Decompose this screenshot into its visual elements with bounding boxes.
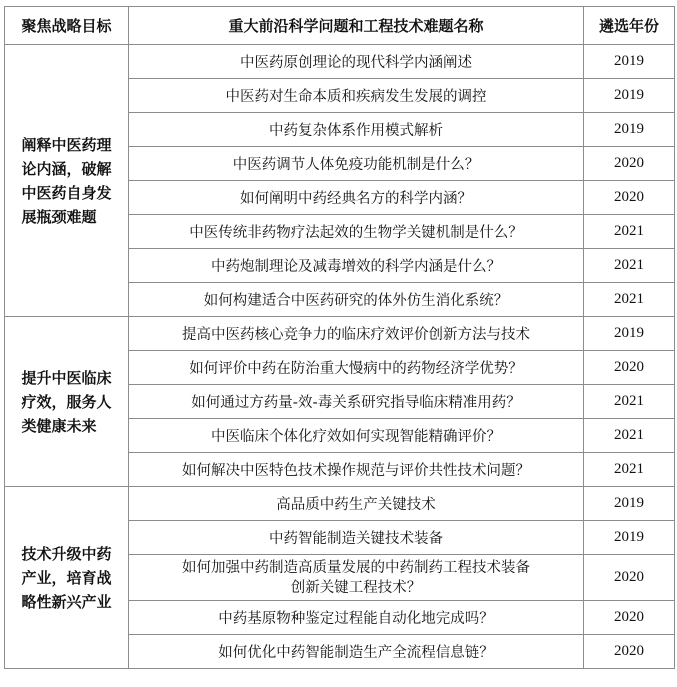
question-cell: 中药复杂体系作用模式解析 xyxy=(129,113,584,147)
year-cell: 2021 xyxy=(584,249,675,283)
question-cell: 提高中医药核心竞争力的临床疗效评价创新方法与技术 xyxy=(129,317,584,351)
year-cell: 2021 xyxy=(584,385,675,419)
goal-text: 阐释中医药理 论内涵，破解 中医药自身发 展瓶颈难题 xyxy=(21,135,112,226)
question-cell: 中药智能制造关键技术装备 xyxy=(129,521,584,555)
question-cell: 中药基原物种鉴定过程能自动化地完成吗？ xyxy=(129,601,584,635)
year-cell: 2021 xyxy=(584,419,675,453)
question-cell: 如何阐明中药经典名方的科学内涵？ xyxy=(129,181,584,215)
year-cell: 2020 xyxy=(584,351,675,385)
header-goal: 聚焦战略目标 xyxy=(5,7,129,45)
header-year: 遴选年份 xyxy=(584,7,675,45)
year-cell: 2020 xyxy=(584,601,675,635)
question-cell: 中医药原创理论的现代科学内涵阐述 xyxy=(129,45,584,79)
year-cell: 2020 xyxy=(584,555,675,601)
question-cell: 中医药调节人体免疫功能机制是什么？ xyxy=(129,147,584,181)
year-cell: 2019 xyxy=(584,45,675,79)
question-cell: 如何优化中药智能制造生产全流程信息链？ xyxy=(129,635,584,669)
question-cell: 如何评价中药在防治重大慢病中的药物经济学优势？ xyxy=(129,351,584,385)
year-cell: 2019 xyxy=(584,521,675,555)
year-cell: 2019 xyxy=(584,487,675,521)
table-row xyxy=(5,487,675,521)
question-cell: 中医传统非药物疗法起效的生物学关键机制是什么？ xyxy=(129,215,584,249)
question-cell: 如何构建适合中医药研究的体外仿生消化系统？ xyxy=(129,283,584,317)
question-cell xyxy=(129,555,584,601)
table-row xyxy=(5,317,675,351)
year-cell: 2020 xyxy=(584,635,675,669)
year-cell: 2019 xyxy=(584,79,675,113)
question-cell: 如何通过方药量-效-毒关系研究指导临床精准用药？ xyxy=(129,385,584,419)
goal-cell xyxy=(5,45,129,317)
table-row xyxy=(5,45,675,79)
goal-cell xyxy=(5,487,129,669)
question-cell: 中医药对生命本质和疾病发生发展的调控 xyxy=(129,79,584,113)
year-cell: 2020 xyxy=(584,147,675,181)
question-cell: 中药炮制理论及减毒增效的科学内涵是什么？ xyxy=(129,249,584,283)
strategic-goals-table xyxy=(4,6,675,669)
year-cell: 2021 xyxy=(584,283,675,317)
year-cell: 2019 xyxy=(584,317,675,351)
year-cell: 2021 xyxy=(584,215,675,249)
question-cell: 中医临床个体化疗效如何实现智能精确评价？ xyxy=(129,419,584,453)
year-cell: 2021 xyxy=(584,453,675,487)
header-row xyxy=(5,7,675,45)
question-cell: 如何解决中医特色技术操作规范与评价共性技术问题？ xyxy=(129,453,584,487)
goal-cell xyxy=(5,317,129,487)
year-cell: 2020 xyxy=(584,181,675,215)
year-cell: 2019 xyxy=(584,113,675,147)
goal-text: 提升中医临床 疗效，服务人 类健康未来 xyxy=(21,368,112,435)
header-question: 重大前沿科学问题和工程技术难题名称 xyxy=(129,7,584,45)
goal-text: 技术升级中药 产业，培育战 略性新兴产业 xyxy=(21,544,112,611)
question-cell: 高品质中药生产关键技术 xyxy=(129,487,584,521)
question-text: 如何加强中药制造高质量发展的中药制药工程技术装备 创新关键工程技术？ xyxy=(182,559,530,596)
